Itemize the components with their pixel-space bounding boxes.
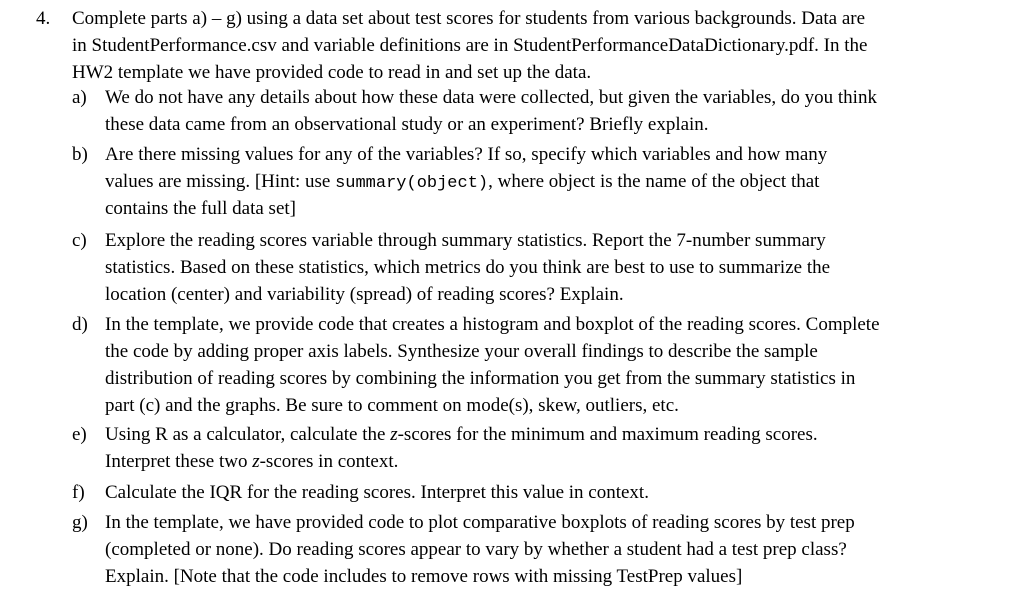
part-e-text-post: -scores in context. [259, 451, 399, 472]
part-c-line: Explore the reading scores variable through summary statistics. Report the 7-number summary [105, 230, 826, 251]
part-a-line: these data came from an observational study or an experiment? Briefly explain. [105, 114, 709, 135]
code-summary-object: summary(object) [335, 174, 489, 193]
part-c-label: c) [72, 230, 87, 251]
part-d-line: part (c) and the graphs. Be sure to comment on mode(s), skew, outliers, etc. [105, 395, 679, 416]
part-g-label: g) [72, 512, 88, 533]
part-d-line: In the template, we provide code that creates a histogram and boxplot of the reading scores. Complete [105, 314, 880, 335]
part-b-text [105, 141, 1005, 222]
z-symbol: z [252, 451, 260, 472]
part-b-line [105, 168, 1005, 195]
part-b-line: contains the full data set] [105, 198, 296, 219]
part-a-text [105, 84, 1005, 138]
part-c-text [105, 227, 1005, 308]
part-e-text [105, 421, 1005, 475]
part-b-hint-post: , where object is the name of the object that [488, 171, 820, 192]
part-a-line: We do not have any details about how these data were collected, but given the variables, do you think [105, 87, 877, 108]
part-a-label: a) [72, 87, 87, 108]
part-b-line: Are there missing values for any of the variables? If so, specify which variables and how many [105, 144, 828, 165]
part-d-text [105, 311, 1005, 419]
part-e-line [105, 421, 1005, 448]
part-g-line: Explain. [Note that the code includes to remove rows with missing TestPrep values] [105, 566, 743, 587]
part-f-text [105, 479, 1005, 506]
part-d-label: d) [72, 314, 88, 335]
part-d-line: distribution of reading scores by combining the information you get from the summary statistics in [105, 368, 856, 389]
z-symbol: z [390, 424, 398, 445]
question-intro-line: Complete parts a) – g) using a data set about test scores for students from various backgrounds. Data are [72, 8, 866, 29]
part-c-line: statistics. Based on these statistics, which metrics do you think are best to use to summarize the [105, 257, 831, 278]
question-intro-line: HW2 template we have provided code to read in and set up the data. [72, 62, 592, 83]
part-f-label: f) [72, 482, 85, 503]
part-c-line: location (center) and variability (spread) of reading scores? Explain. [105, 284, 624, 305]
question-intro-line: in StudentPerformance.csv and variable definitions are in StudentPerformanceDataDictionary.pdf. In the [72, 35, 868, 56]
part-g-line: (completed or none). Do reading scores appear to vary by whether a student had a test prep class? [105, 539, 847, 560]
question-intro [72, 5, 1002, 86]
question-number: 4. [36, 8, 51, 29]
part-g-line: In the template, we have provided code to plot comparative boxplots of reading scores by test prep [105, 512, 855, 533]
part-f-line: Calculate the IQR for the reading scores. Interpret this value in context. [105, 482, 649, 503]
part-b-hint-pre: values are missing. [Hint: use [105, 171, 336, 192]
part-g-text [105, 509, 1005, 590]
part-d-line: the code by adding proper axis labels. Synthesize your overall findings to describe the sample [105, 341, 818, 362]
part-e-label: e) [72, 424, 87, 445]
part-e-text-pre: Interpret these two [105, 451, 253, 472]
part-e-text-post: -scores for the minimum and maximum reading scores. [397, 424, 818, 445]
part-e-line [105, 448, 1005, 475]
part-b-label: b) [72, 144, 88, 165]
part-e-text-pre: Using R as a calculator, calculate the [105, 424, 391, 445]
